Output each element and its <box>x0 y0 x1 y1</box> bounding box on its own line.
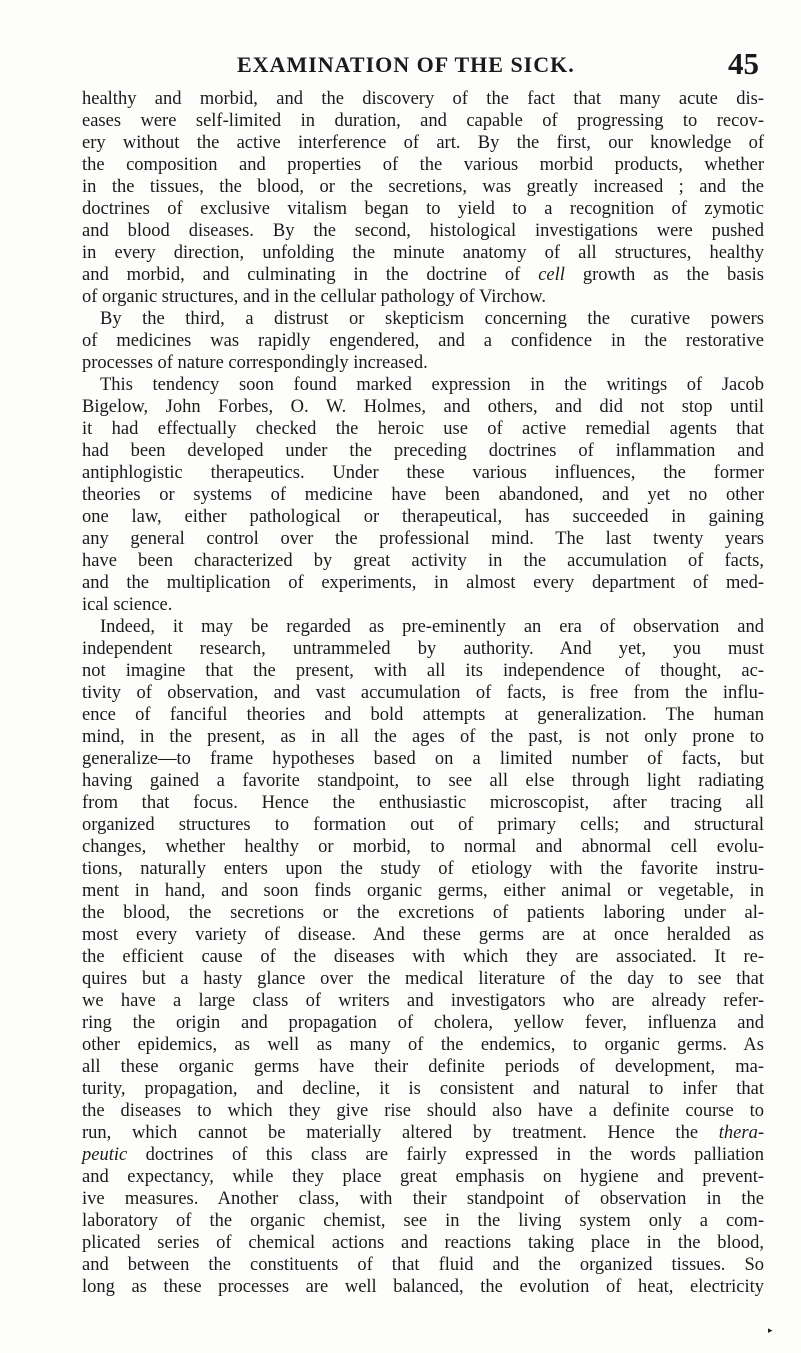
text-line: the composition and properties of the various morbid products, whether <box>82 155 764 175</box>
text-line: other epidemics, as well as many of the endemics, to organic germs. As <box>82 1035 764 1055</box>
running-head: EXAMINATION OF THE SICK. <box>237 52 575 77</box>
text-line: ment in hand, and soon finds organic germs, either animal or vegetable, in <box>82 881 764 901</box>
text-line: ive measures. Another class, with their standpoint of observation in the <box>82 1189 764 1209</box>
text-line: ical science. <box>82 595 173 615</box>
text-line: healthy and morbid, and the discovery of the fact that many acute dis- <box>82 89 764 109</box>
page-header <box>82 46 759 86</box>
text-line: theories or systems of medicine have been abandoned, and yet no other <box>82 485 764 505</box>
text-line: tivity of observation, and vast accumulation of facts, is free from the influ- <box>82 683 764 703</box>
text-line: doctrines of exclusive vitalism began to yield to a recognition of zymotic <box>82 199 764 219</box>
text-line: in every direction, unfolding the minute anatomy of all structures, healthy <box>82 243 764 263</box>
text-line: we have a large class of writers and investigators who are already refer- <box>82 991 764 1011</box>
text-line: and morbid, and culminating in the doctrine of cell growth as the basis <box>82 265 764 285</box>
body-text <box>82 88 764 1298</box>
text-line: having gained a favorite standpoint, to see all else through light radiating <box>82 771 764 791</box>
text-line: organized structures to formation out of primary cells; and structural <box>82 815 764 835</box>
text-line: it had effectually checked the heroic use of active remedial agents that <box>82 419 764 439</box>
page-number: 45 <box>728 46 759 81</box>
text-line: the blood, the secretions or the excretions of patients laboring under al- <box>82 903 764 923</box>
text-line: one law, either pathological or therapeutical, has succeeded in gaining <box>82 507 764 527</box>
text-line: changes, whether healthy or morbid, to normal and abnormal cell evolu- <box>82 837 764 857</box>
printer-mark: ▸ <box>768 1325 773 1335</box>
text-line: quires but a hasty glance over the medical literature of the day to see that <box>82 969 764 989</box>
text-line: mind, in the present, as in all the ages of the past, is not only prone to <box>82 727 764 747</box>
text-line: and the multiplication of experiments, in almost every department of med- <box>82 573 764 593</box>
text-line: ery without the active interference of art. By the first, our knowledge of <box>82 133 764 153</box>
text-line: laboratory of the organic chemist, see in the living system only a com- <box>82 1211 764 1231</box>
text-line: This tendency soon found marked expression in the writings of Jacob <box>100 375 764 395</box>
text-line: in the tissues, the blood, or the secretions, was greatly increased ; and the <box>82 177 764 197</box>
text-line: have been characterized by great activity in the accumulation of facts, <box>82 551 764 571</box>
text-line: By the third, a distrust or skepticism concerning the curative powers <box>100 309 764 329</box>
text-line: processes of nature correspondingly increased. <box>82 353 428 373</box>
text-line: the efficient cause of the diseases with which they are associated. It re- <box>82 947 764 967</box>
text-line: and expectancy, while they place great emphasis on hygiene and prevent- <box>82 1167 764 1187</box>
text-line: had been developed under the preceding doctrines of inflammation and <box>82 441 764 461</box>
text-line: Indeed, it may be regarded as pre-eminently an era of observation and <box>100 617 764 637</box>
text-line: plicated series of chemical actions and reactions taking place in the blood, <box>82 1233 764 1253</box>
text-line: run, which cannot be materially altered by treatment. Hence the thera- <box>82 1123 764 1143</box>
text-line: from that focus. Hence the enthusiastic microscopist, after tracing all <box>82 793 764 813</box>
text-line: of organic structures, and in the cellular pathology of Virchow. <box>82 287 546 307</box>
text-line: and blood diseases. By the second, histological investigations were pushed <box>82 221 764 241</box>
text-line: antiphlogistic therapeutics. Under these various influences, the former <box>82 463 764 483</box>
text-line: peutic doctrines of this class are fairly expressed in the words palliation <box>82 1145 764 1165</box>
text-line: ring the origin and propagation of cholera, yellow fever, influenza and <box>82 1013 764 1033</box>
text-line: independent research, untrammeled by authority. And yet, you must <box>82 639 764 659</box>
text-line: generalize—to frame hypotheses based on a limited number of facts, but <box>82 749 764 769</box>
text-line: turity, propagation, and decline, it is consistent and natural to infer that <box>82 1079 764 1099</box>
text-line: not imagine that the present, with all its independence of thought, ac- <box>82 661 764 681</box>
text-line: most every variety of disease. And these germs are at once heralded as <box>82 925 764 945</box>
text-line: the diseases to which they give rise should also have a definite course to <box>82 1101 764 1121</box>
text-line: tions, naturally enters upon the study of etiology with the favorite instru- <box>82 859 764 879</box>
text-line: ence of fanciful theories and bold attempts at generalization. The human <box>82 705 764 725</box>
text-line: and between the constituents of that fluid and the organized tissues. So <box>82 1255 764 1275</box>
text-line: long as these processes are well balanced, the evolution of heat, electricity <box>82 1277 764 1297</box>
text-line: of medicines was rapidly engendered, and a confidence in the restorative <box>82 331 764 351</box>
text-line: Bigelow, John Forbes, O. W. Holmes, and others, and did not stop until <box>82 397 764 417</box>
text-line: any general control over the professional mind. The last twenty years <box>82 529 764 549</box>
text-line: all these organic germs have their definite periods of development, ma- <box>82 1057 764 1077</box>
text-line: eases were self-limited in duration, and capable of progressing to recov- <box>82 111 764 131</box>
